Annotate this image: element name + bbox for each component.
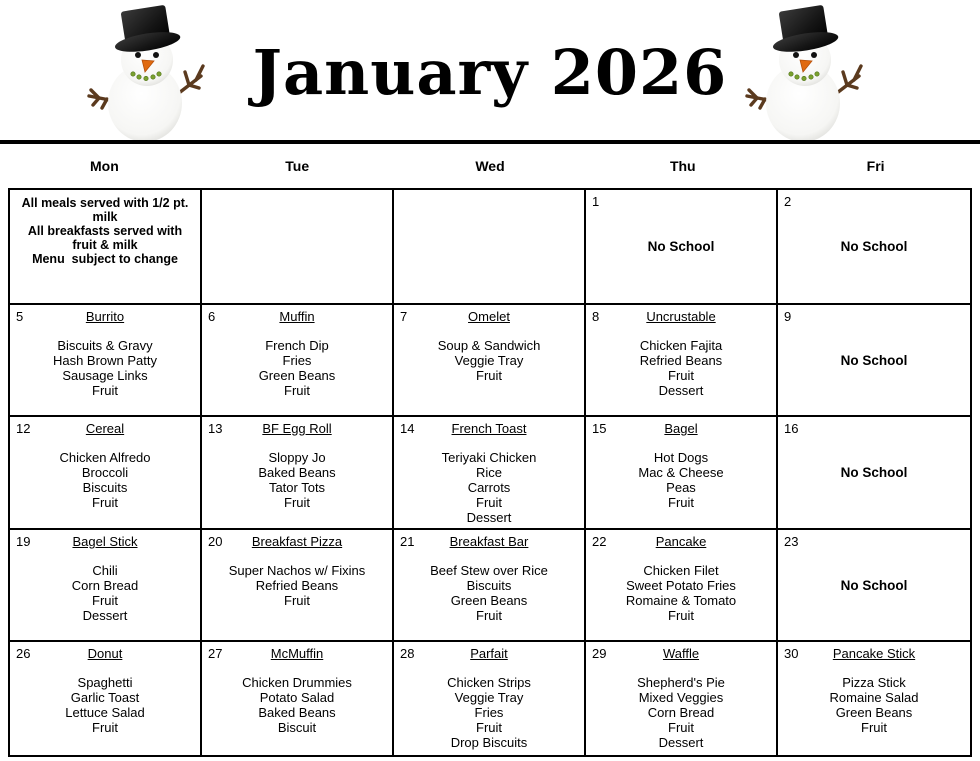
calendar-cell [586,305,778,417]
lunch-item: Biscuits [82,480,128,495]
calendar-cell [202,642,394,755]
lunch-item: Fruit [284,593,310,608]
lunch-item: Fries [474,705,504,720]
no-school-wrap [778,530,970,640]
lunch-item: Green Beans [835,705,913,720]
day-number: 7 [400,309,408,324]
lunch-item: Potato Salad [259,690,335,705]
lunch-item: Fruit [476,720,502,735]
calendar-cell [778,305,970,417]
lunch-item: Refried Beans [255,578,339,593]
lunch-list [202,563,392,608]
lunch-item: Dessert [466,510,512,525]
lunch-item: Refried Beans [639,353,723,368]
day-number: 13 [208,421,223,436]
day-number: 22 [592,534,607,549]
day-number: 15 [592,421,607,436]
lunch-item: Fruit [284,383,310,398]
weekday-header-wed: Wed [475,158,505,174]
no-school-wrap [586,190,776,303]
lunch-list [202,338,392,398]
lunch-list [202,450,392,510]
lunch-item: Hash Brown Patty [52,353,158,368]
calendar-cell [586,530,778,642]
lunch-item: Baked Beans [258,465,336,480]
snowman-eye [811,52,817,58]
no-school-label: No School [840,465,908,480]
lunch-item: Chili [92,563,118,578]
menu-note-line: All breakfasts served with fruit & milk [27,224,186,252]
breakfast-title: Burrito [85,309,125,324]
day-number: 5 [16,309,24,324]
breakfast-title: BF Egg Roll [262,421,332,436]
lunch-item: Dessert [658,735,704,750]
weekday-header-thu: Thu [669,158,696,174]
lunch-list [394,338,584,383]
breakfast-title: Bagel Stick [72,534,138,549]
page-title: January 2026 [252,36,728,109]
lunch-item: Sausage Links [62,368,148,383]
lunch-item: Romaine & Tomato [625,593,737,608]
calendar-cell [586,190,778,305]
calendar-cell [778,417,970,530]
lunch-item: Green Beans [258,368,336,383]
lunch-item: Fruit [92,495,118,510]
lunch-item: Shepherd's Pie [637,675,725,690]
lunch-item: Veggie Tray [454,690,524,705]
breakfast-title: McMuffin [270,646,324,661]
day-number: 23 [784,534,799,549]
no-school-wrap [778,417,970,528]
lunch-item: Fruit [92,383,118,398]
menu-notes [10,190,200,266]
lunch-item: Chicken Fajita [639,338,723,353]
lunch-list [586,563,776,623]
calendar-cell [10,642,202,755]
lunch-item: Fruit [668,495,694,510]
breakfast-title: Uncrustable [646,309,716,324]
lunch-item: Sweet Potato Fries [626,578,736,593]
lunch-item: Soup & Sandwich [437,338,541,353]
lunch-item: Chicken Alfredo [59,450,151,465]
calendar-cell [10,417,202,530]
day-number: 1 [592,194,600,209]
lunch-item: Fruit [284,495,310,510]
lunch-item: French Dip [265,338,329,353]
day-number: 29 [592,646,607,661]
no-school-label: No School [840,577,908,593]
lunch-item: Dessert [658,383,704,398]
calendar-cell [394,190,586,305]
day-number: 14 [400,421,415,436]
lunch-item: Biscuits [466,578,512,593]
breakfast-title: Breakfast Pizza [251,534,343,549]
no-school-label: No School [840,352,908,368]
calendar-cell [394,642,586,755]
no-school-wrap [778,305,970,415]
lunch-list [586,450,776,510]
lunch-item: Veggie Tray [454,353,524,368]
lunch-item: Super Nachos w/ Fixins [228,563,366,578]
breakfast-title: French Toast [451,421,527,436]
calendar-cell [586,642,778,755]
lunch-list [10,338,200,398]
breakfast-title: Waffle [662,646,700,661]
lunch-item: Lettuce Salad [65,705,145,720]
breakfast-title: Parfait [470,646,508,661]
lunch-item: Hot Dogs [653,450,709,465]
weekday-header-mon: Mon [90,158,119,174]
menu-note-line: Menu subject to change [32,252,178,266]
day-number: 30 [784,646,799,661]
breakfast-title: Bagel [664,421,698,436]
day-number: 27 [208,646,223,661]
calendar-cell [10,530,202,642]
lunch-item: Chicken Filet [643,563,719,578]
calendar-cell [10,305,202,417]
lunch-list [586,675,776,750]
lunch-item: Chicken Drummies [242,675,352,690]
lunch-item: Dessert [82,608,128,623]
lunch-item: Mac & Cheese [638,465,724,480]
lunch-list [394,675,584,750]
day-number: 19 [16,534,31,549]
lunch-item: Fruit [668,608,694,623]
lunch-item: Fruit [668,720,694,735]
breakfast-title: Pancake Stick [832,646,916,661]
calendar-cell [202,305,394,417]
lunch-list [394,563,584,623]
weekday-header-tue: Tue [285,158,310,174]
lunch-item: Chicken Strips [447,675,531,690]
lunch-item: Peas [666,480,696,495]
lunch-item: Corn Bread [71,578,139,593]
day-number: 26 [16,646,31,661]
lunch-item: Beef Stew over Rice [430,563,548,578]
lunch-item: Fruit [668,368,694,383]
calendar-cell [394,417,586,530]
lunch-item: Rice [475,465,502,480]
calendar-cell [394,305,586,417]
day-number: 12 [16,421,31,436]
lunch-item: Fries [282,353,312,368]
lunch-item: Sloppy Jo [268,450,326,465]
breakfast-title: Omelet [468,309,510,324]
lunch-list [778,675,970,735]
lunch-item: Biscuits & Gravy [57,338,153,353]
lunch-item: Corn Bread [647,705,715,720]
lunch-item: Romaine Salad [829,690,919,705]
no-school-wrap [778,190,970,303]
calendar-grid [8,188,972,757]
lunch-item: Garlic Toast [70,690,140,705]
day-number: 9 [784,309,792,324]
snowman-icon [743,4,863,144]
day-number: 2 [784,194,792,209]
lunch-item: Spaghetti [77,675,133,690]
calendar-cell [778,530,970,642]
calendar-cell [778,190,970,305]
page-header [0,0,980,140]
lunch-list [10,675,200,735]
lunch-item: Teriyaki Chicken [441,450,537,465]
lunch-item: Carrots [467,480,511,495]
breakfast-title: Muffin [279,309,315,324]
day-number: 6 [208,309,216,324]
day-number: 16 [784,421,799,436]
no-school-label: No School [647,239,715,254]
day-number: 21 [400,534,415,549]
snowman-hat [768,4,840,56]
calendar-cell [202,417,394,530]
lunch-list [10,450,200,510]
lunch-list [202,675,392,735]
lunch-item: Broccoli [81,465,129,480]
lunch-item: Fruit [861,720,887,735]
lunch-item: Fruit [476,608,502,623]
lunch-list [394,450,584,525]
calendar-cell [586,417,778,530]
calendar-cell [778,642,970,755]
snowman-eye [793,52,799,58]
lunch-item: Fruit [92,593,118,608]
breakfast-title: Donut [87,646,123,661]
calendar-cell [202,530,394,642]
calendar-cell [394,530,586,642]
menu-note-line: All meals served with 1/2 pt. milk [21,196,192,224]
lunch-item: Fruit [476,495,502,510]
lunch-item: Tator Tots [268,480,326,495]
calendar-cell [202,190,394,305]
lunch-item: Green Beans [450,593,528,608]
breakfast-title: Cereal [85,421,125,436]
lunch-item: Drop Biscuits [450,735,528,750]
day-number: 20 [208,534,223,549]
lunch-item: Fruit [92,720,118,735]
lunch-item: Fruit [476,368,502,383]
lunch-item: Pizza Stick [842,675,906,690]
lunch-item: Biscuit [277,720,317,735]
breakfast-title: Breakfast Bar [449,534,529,549]
day-number: 28 [400,646,415,661]
no-school-label: No School [840,239,908,254]
weekday-header-fri: Fri [866,158,885,174]
day-number: 8 [592,309,600,324]
weekday-header-row [8,144,972,188]
lunch-list [10,563,200,623]
lunch-item: Mixed Veggies [638,690,724,705]
calendar-cell [10,190,202,305]
lunch-list [586,338,776,398]
breakfast-title: Pancake [655,534,707,549]
lunch-item: Baked Beans [258,705,336,720]
